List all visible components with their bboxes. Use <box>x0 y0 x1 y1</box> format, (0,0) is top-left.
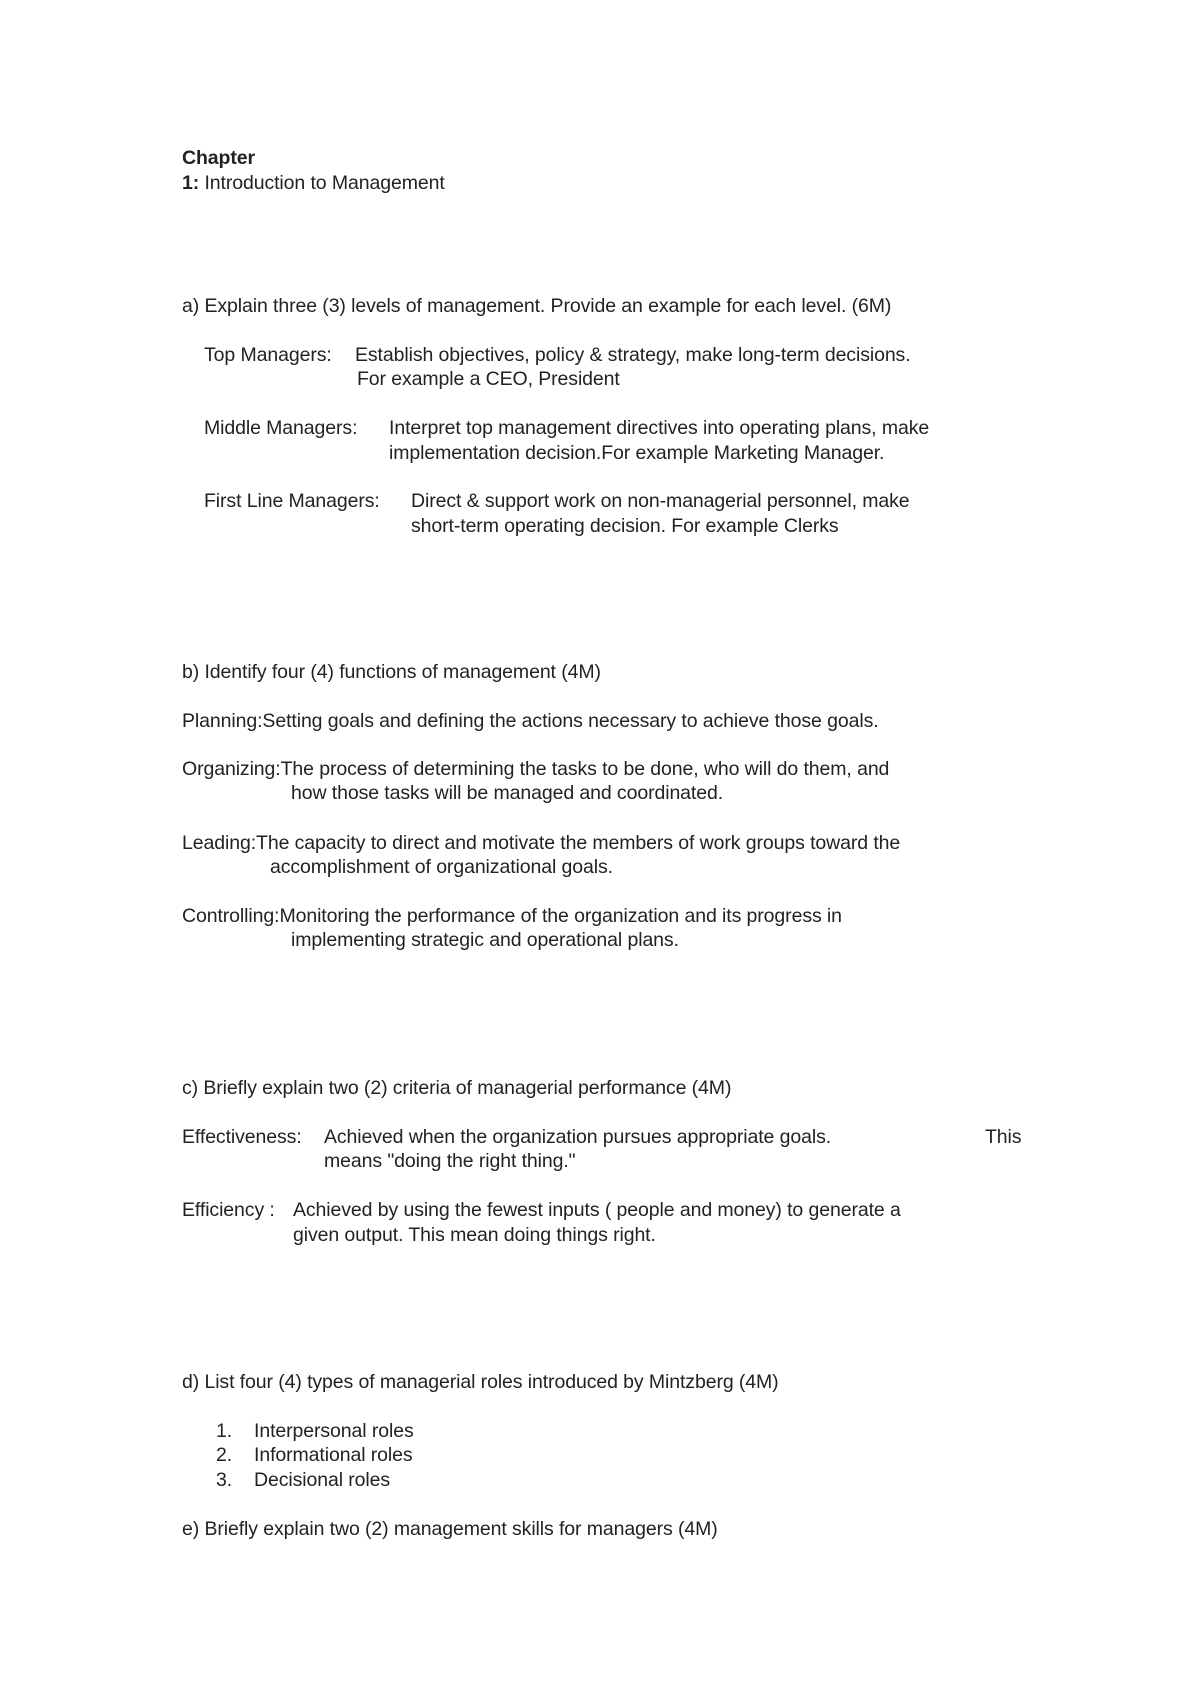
chapter-title: Introduction to Management <box>199 172 445 194</box>
effectiveness-label: Effectiveness: <box>182 1126 302 1148</box>
effectiveness-line1-end: This <box>985 1126 1022 1148</box>
planning-label: Planning: <box>182 710 263 732</box>
planning-line <box>182 709 879 733</box>
list-item: Informational roles <box>254 1444 413 1466</box>
top-managers-label: Top Managers: <box>204 344 332 366</box>
controlling-text: Monitoring the performance of the organization and its progress in <box>279 905 842 927</box>
efficiency-label: Efficiency : <box>182 1199 275 1221</box>
planning-text: Setting goals and defining the actions necessary to achieve those goals. <box>262 710 879 732</box>
leading-line2: accomplishment of organizational goals. <box>270 856 613 878</box>
question-c: c) Briefly explain two (2) criteria of managerial performance (4M) <box>182 1077 732 1099</box>
leading-text: The capacity to direct and motivate the members of work groups toward the <box>256 832 901 854</box>
first-line-managers-line1: Direct & support work on non-managerial personnel, make <box>411 490 910 512</box>
list-item-number: 1. <box>216 1420 233 1442</box>
question-b: b) Identify four (4) functions of management (4M) <box>182 661 601 683</box>
middle-managers-line1: Interpret top management directives into operating plans, make <box>389 417 930 439</box>
top-managers-line2: For example a CEO, President <box>357 368 620 390</box>
question-d: d) List four (4) types of managerial roles introduced by Mintzberg (4M) <box>182 1371 779 1393</box>
middle-managers-label: Middle Managers: <box>204 417 358 439</box>
list-item-number: 2. <box>216 1444 233 1466</box>
efficiency-line1: Achieved by using the fewest inputs ( people and money) to generate a <box>293 1199 901 1221</box>
chapter-label: Chapter <box>182 147 255 169</box>
leading-line1 <box>182 831 900 855</box>
chapter-title-line <box>182 171 445 195</box>
effectiveness-line1: Achieved when the organization pursues appropriate goals. <box>324 1126 832 1148</box>
organizing-line1 <box>182 757 889 781</box>
leading-label: Leading: <box>182 832 257 854</box>
effectiveness-line2: means "doing the right thing." <box>324 1150 576 1172</box>
controlling-label: Controlling: <box>182 905 280 927</box>
organizing-text: The process of determining the tasks to be done, who will do them, and <box>280 758 890 780</box>
chapter-number: 1: <box>182 172 200 194</box>
question-a: a) Explain three (3) levels of management. Provide an example for each level. (6M) <box>182 295 892 317</box>
list-item: Decisional roles <box>254 1469 391 1491</box>
list-item-number: 3. <box>216 1469 233 1491</box>
first-line-managers-line2: short-term operating decision. For example Clerks <box>411 515 839 537</box>
efficiency-line2: given output. This mean doing things right. <box>293 1224 656 1246</box>
list-item: Interpersonal roles <box>254 1420 414 1442</box>
question-e: e) Briefly explain two (2) management skills for managers (4M) <box>182 1518 718 1540</box>
top-managers-line1: Establish objectives, policy & strategy, make long-term decisions. <box>355 344 911 366</box>
controlling-line1 <box>182 904 842 928</box>
first-line-managers-label: First Line Managers: <box>204 490 380 512</box>
controlling-line2: implementing strategic and operational plans. <box>291 929 679 951</box>
organizing-line2: how those tasks will be managed and coordinated. <box>291 782 724 804</box>
organizing-label: Organizing: <box>182 758 281 780</box>
middle-managers-line2: implementation decision.For example Marketing Manager. <box>389 442 885 464</box>
